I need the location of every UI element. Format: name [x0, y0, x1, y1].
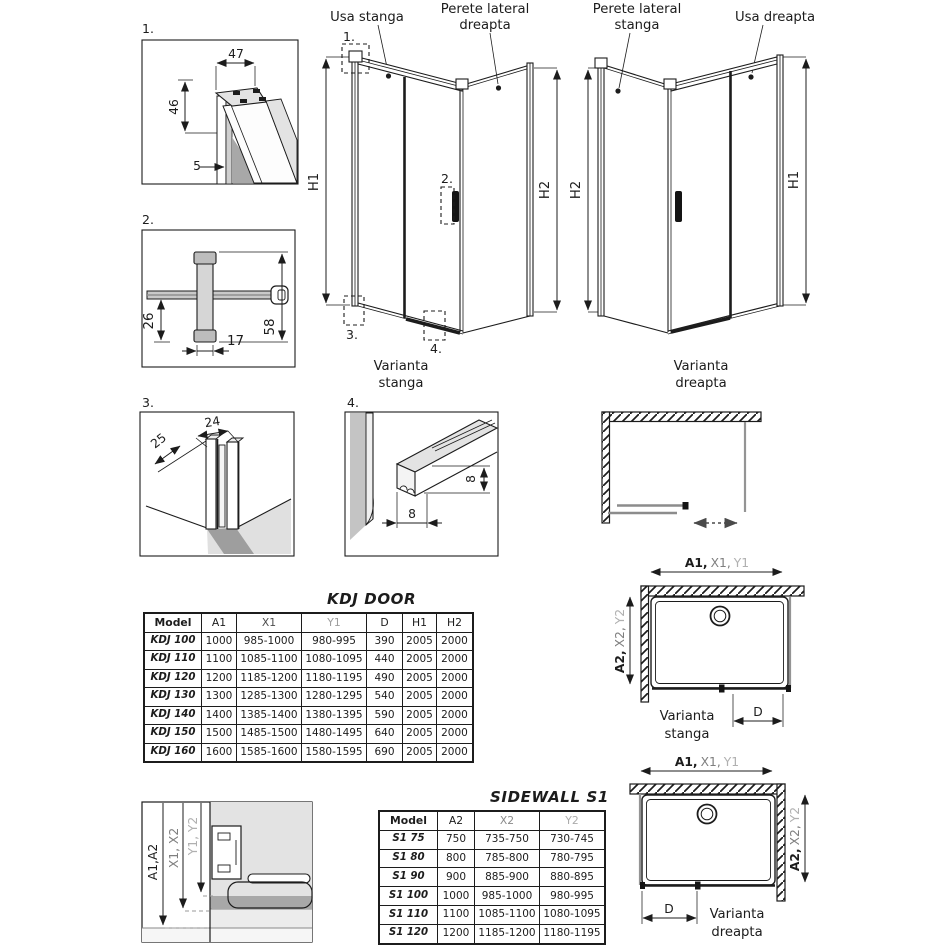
section-dim-y: Y1, Y2: [186, 816, 200, 856]
column-header: X2: [475, 811, 540, 830]
handle-mark: [695, 882, 701, 890]
detail-2-dim-bottom: 17: [227, 334, 245, 349]
value-cell: 1200: [438, 924, 475, 943]
wall-top-hatched: [602, 412, 761, 422]
handle-mark: [683, 502, 689, 510]
model-cell: S1 80: [379, 849, 438, 868]
model-cell: KDJ 100: [144, 632, 202, 651]
plan-stanga-drawing: [613, 556, 804, 742]
plan-dreapta-door-dim: D: [664, 902, 674, 916]
model-cell: S1 100: [379, 887, 438, 906]
value-cell: 1485-1500: [237, 725, 302, 744]
value-cell: 880-895: [540, 868, 606, 887]
profile-section-drawing: [142, 802, 312, 942]
table-row: [144, 743, 473, 762]
table-row: [379, 868, 605, 887]
caption-varianta-dreapta-2: dreapta: [675, 376, 727, 391]
value-cell: 2005: [403, 743, 437, 762]
drain: [711, 607, 730, 626]
value-cell: 2005: [403, 632, 437, 651]
value-cell: 1080-1095: [302, 651, 367, 670]
value-cell: 1080-1095: [540, 905, 606, 924]
value-cell: 1600: [202, 743, 237, 762]
column-header: Y1: [302, 613, 367, 632]
value-cell: 780-795: [540, 849, 606, 868]
value-cell: 1085-1100: [475, 905, 540, 924]
table-row: [144, 632, 473, 651]
detail-4-drawing: [345, 395, 498, 556]
column-header: Model: [379, 811, 438, 830]
door-handle: [452, 191, 459, 222]
kdj-table-title: KDJ DOOR: [327, 590, 417, 608]
plan-stanga-width-dim: A1, X1, Y1: [684, 556, 750, 570]
table-row: [379, 849, 605, 868]
sidewall-header-row: [379, 811, 605, 830]
model-cell: S1 90: [379, 868, 438, 887]
detail-2-dim-left: 26: [142, 312, 157, 330]
detail-3-label: 3.: [142, 395, 154, 410]
value-cell: 2000: [437, 706, 474, 725]
table-row: [379, 887, 605, 906]
value-cell: 690: [367, 743, 403, 762]
model-cell: S1 120: [379, 924, 438, 943]
detail-4-dim-bottom: 8: [408, 507, 416, 521]
column-header: H2: [437, 613, 474, 632]
value-cell: 1185-1200: [237, 669, 302, 688]
label-perete-lateral-stanga-1: Perete lateral: [592, 2, 682, 17]
plan-dreapta-depth-dim: A2,X2,Y2: [788, 806, 802, 872]
detail-1-dim-left: 46: [167, 99, 181, 115]
kdj-door-table: [143, 612, 474, 763]
model-cell: S1 75: [379, 830, 438, 849]
wall-left-hatched: [602, 412, 610, 523]
plan-dreapta-caption-1: Varianta: [709, 907, 765, 922]
value-cell: 1480-1495: [302, 725, 367, 744]
value-cell: 2000: [437, 632, 474, 651]
column-header: H1: [403, 613, 437, 632]
kdj-header-row: [144, 613, 473, 632]
leader-dot: [386, 73, 391, 78]
callout-2: 2.: [441, 171, 453, 186]
value-cell: 2000: [437, 651, 474, 670]
value-cell: 1585-1600: [237, 743, 302, 762]
value-cell: 1185-1200: [475, 924, 540, 943]
value-cell: 1000: [438, 887, 475, 906]
value-cell: 2000: [437, 669, 474, 688]
model-cell: KDJ 150: [144, 725, 202, 744]
section-dim-x: X1, X2: [167, 827, 181, 869]
value-cell: 540: [367, 688, 403, 707]
value-cell: 1280-1295: [302, 688, 367, 707]
column-header: A1: [202, 613, 237, 632]
caption-varianta-stanga-1: Varianta: [373, 359, 429, 374]
value-cell: 985-1000: [475, 887, 540, 906]
detail-1-dim-bottom: 5: [193, 159, 201, 173]
value-cell: 440: [367, 651, 403, 670]
value-cell: 1500: [202, 725, 237, 744]
wall-top-hatched: [630, 784, 785, 794]
assembly-right-drawing: [569, 2, 815, 391]
wall-left-hatched: [641, 586, 649, 702]
value-cell: 800: [438, 849, 475, 868]
caption-varianta-stanga-2: stanga: [378, 376, 424, 391]
leader-dot: [748, 74, 753, 79]
value-cell: 980-995: [540, 887, 606, 906]
plan-dreapta-width-dim: A1, X1, Y1: [674, 755, 740, 769]
value-cell: 640: [367, 725, 403, 744]
value-cell: 2000: [437, 743, 474, 762]
detail-4-label: 4.: [347, 395, 359, 410]
wall-right-hatched: [777, 784, 785, 901]
dim-H1-right: H1: [787, 170, 802, 190]
value-cell: 2005: [403, 706, 437, 725]
sidewall-s1-table: [378, 810, 606, 945]
value-cell: 1000: [202, 632, 237, 651]
dim-H1-left: H1: [307, 172, 322, 192]
plan-dreapta-drawing: [630, 755, 805, 940]
value-cell: 2000: [437, 688, 474, 707]
leader-dot: [615, 88, 620, 93]
plan-stanga-caption-1: Varianta: [659, 709, 715, 724]
value-cell: 1400: [202, 706, 237, 725]
column-header: Y2: [540, 811, 606, 830]
table-row: [144, 706, 473, 725]
model-cell: KDJ 160: [144, 743, 202, 762]
door-handle: [675, 191, 682, 222]
label-perete-lateral-dreapta-1: Perete lateral: [440, 2, 530, 17]
drain: [698, 805, 717, 824]
column-header: D: [367, 613, 403, 632]
model-cell: S1 110: [379, 905, 438, 924]
table-row: [379, 905, 605, 924]
value-cell: 590: [367, 706, 403, 725]
value-cell: 390: [367, 632, 403, 651]
value-cell: 2005: [403, 651, 437, 670]
model-cell: KDJ 110: [144, 651, 202, 670]
detail-1-dim-top: 47: [228, 47, 244, 61]
value-cell: 1100: [202, 651, 237, 670]
dim-H2-right: H2: [569, 180, 584, 200]
caption-varianta-dreapta-1: Varianta: [673, 359, 729, 374]
value-cell: 2000: [437, 725, 474, 744]
value-cell: 1385-1400: [237, 706, 302, 725]
label-usa-stanga: Usa stanga: [330, 10, 404, 25]
model-cell: KDJ 120: [144, 669, 202, 688]
label-usa-dreapta: Usa dreapta: [734, 10, 816, 25]
plan-stanga-depth-dim: A2,X2,Y2: [613, 608, 627, 674]
value-cell: 2005: [403, 669, 437, 688]
value-cell: 1085-1100: [237, 651, 302, 670]
section-dim-a: A1,A2: [146, 843, 160, 881]
value-cell: 1100: [438, 905, 475, 924]
value-cell: 1180-1195: [540, 924, 606, 943]
detail-1-label: 1.: [142, 21, 154, 36]
value-cell: 785-800: [475, 849, 540, 868]
column-header: X1: [237, 613, 302, 632]
value-cell: 2005: [403, 725, 437, 744]
plan-stanga-caption-2: stanga: [664, 727, 710, 742]
table-row: [144, 725, 473, 744]
dim-H2-left: H2: [538, 180, 553, 200]
detail-2-dim-right: 58: [263, 318, 278, 336]
value-cell: 750: [438, 830, 475, 849]
value-cell: 1380-1395: [302, 706, 367, 725]
assembly-left-drawing: [307, 2, 557, 391]
detail-3-drawing: [140, 395, 294, 556]
leader-dot: [496, 85, 501, 90]
detail-2-label: 2.: [142, 212, 154, 227]
value-cell: 980-995: [302, 632, 367, 651]
callout-4: 4.: [430, 341, 442, 356]
table-row: [144, 688, 473, 707]
value-cell: 900: [438, 868, 475, 887]
model-cell: KDJ 130: [144, 688, 202, 707]
label-perete-lateral-stanga-2: stanga: [614, 18, 660, 33]
plan-stanga-door-dim: D: [753, 705, 763, 719]
value-cell: 1180-1195: [302, 669, 367, 688]
value-cell: 730-745: [540, 830, 606, 849]
plan-schematic-drawing: [602, 412, 761, 523]
plan-dreapta-caption-2: dreapta: [711, 925, 763, 940]
column-header: Model: [144, 613, 202, 632]
model-cell: KDJ 140: [144, 706, 202, 725]
value-cell: 2005: [403, 688, 437, 707]
table-row: [144, 651, 473, 670]
detail-4-dim-right: 8: [464, 475, 478, 483]
table-row: [379, 830, 605, 849]
value-cell: 1580-1595: [302, 743, 367, 762]
value-cell: 1300: [202, 688, 237, 707]
sidewall-table-title: SIDEWALL S1: [490, 788, 609, 806]
column-header: A2: [438, 811, 475, 830]
handle-mark: [719, 685, 725, 693]
value-cell: 985-1000: [237, 632, 302, 651]
value-cell: 735-750: [475, 830, 540, 849]
value-cell: 490: [367, 669, 403, 688]
detail-3-dim-diag: 25: [148, 430, 170, 452]
value-cell: 885-900: [475, 868, 540, 887]
wall-top-hatched: [641, 586, 804, 596]
callout-3: 3.: [346, 327, 358, 342]
detail-1-drawing: [142, 21, 298, 184]
value-cell: 1200: [202, 669, 237, 688]
detail-3-dim-top: 24: [203, 413, 222, 431]
callout-1: 1.: [343, 29, 355, 44]
table-row: [379, 924, 605, 943]
table-row: [144, 669, 473, 688]
value-cell: 1285-1300: [237, 688, 302, 707]
label-perete-lateral-dreapta-2: dreapta: [459, 18, 511, 33]
detail-2-drawing: [142, 212, 295, 367]
